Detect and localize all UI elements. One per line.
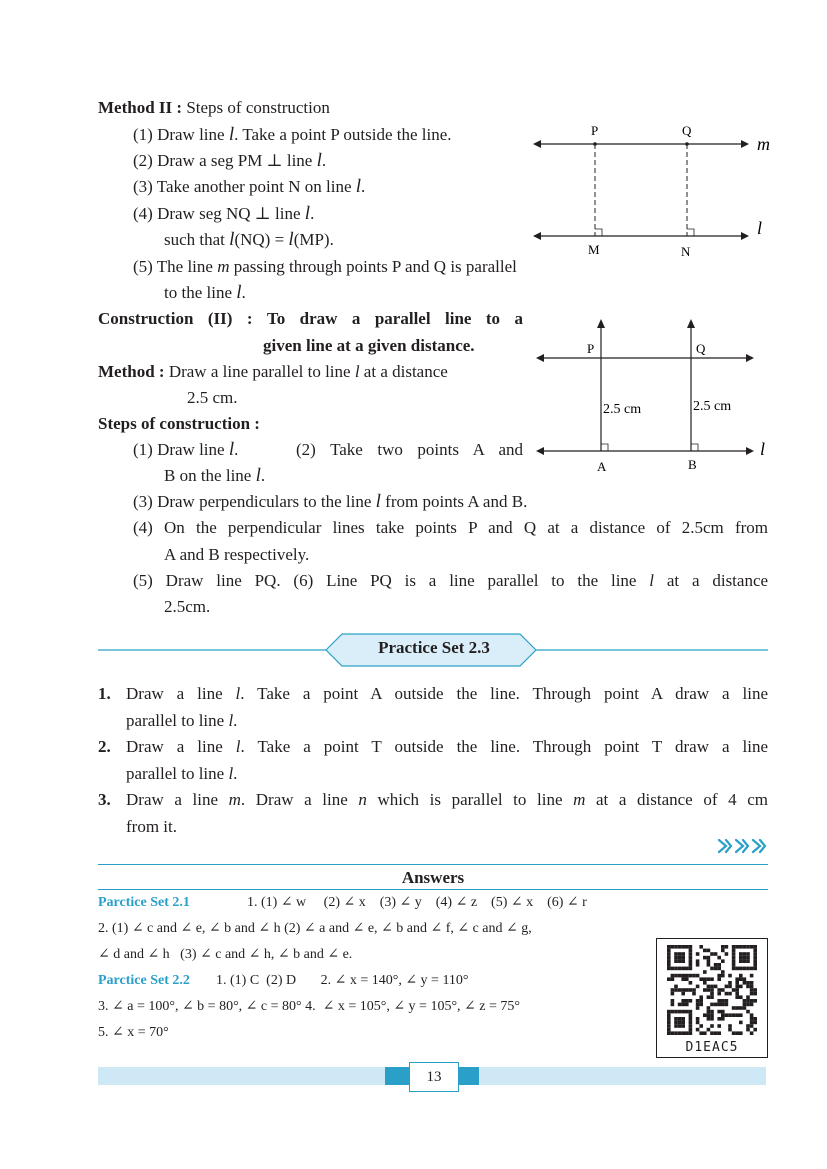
right-angle-mark xyxy=(595,229,602,236)
construction2-step1: (1) Draw line l. xyxy=(133,439,239,460)
arrow-right-icon xyxy=(746,447,754,455)
distance-label-B: 2.5 cm xyxy=(693,399,732,414)
method2-step4-continued: such that l(NQ) = l(MP). xyxy=(164,229,334,250)
ornament-icon xyxy=(716,836,768,856)
label-Q: Q xyxy=(696,341,706,356)
method2-heading xyxy=(98,98,330,118)
construction2-heading: Construction (II) : To draw a parallel line to a xyxy=(98,309,523,328)
answers-bottom-rule xyxy=(98,889,768,890)
label-A: A xyxy=(597,459,607,474)
construction2-step6-continued: 2.5cm. xyxy=(164,597,211,616)
arrow-right-icon xyxy=(741,140,749,148)
method2-step5-continued: to the line l. xyxy=(164,282,246,303)
method2-step-4: (4) Draw seg NQ ⊥ line l. xyxy=(133,203,315,224)
label-M: M xyxy=(588,242,600,257)
answers-top-rule xyxy=(98,864,768,865)
method2-step5: (5) The line m passing through points P and Q is parallel xyxy=(133,257,517,276)
construction2-step2-continued: B on the line l. xyxy=(164,465,266,486)
method2-step-2: (2) Draw a seg PM ⊥ line l. xyxy=(133,150,327,171)
page-number: 13 xyxy=(409,1062,459,1092)
answers-set22-label: Parctice Set 2.2 xyxy=(98,973,190,988)
practice-item-text-continued: parallel to line l. xyxy=(126,764,238,783)
label-N: N xyxy=(681,244,691,259)
construction2-step4-continued: A and B respectively. xyxy=(164,545,310,564)
label-B: B xyxy=(688,457,697,472)
answers-set22-line2: 3. ∠ a = 100°, ∠ b = 80°, ∠ c = 80° 4. ∠ x = 105°, ∠ y = 105°, ∠ z = 75° xyxy=(98,999,520,1014)
arrow-up-icon xyxy=(597,319,605,328)
qr-code[interactable] xyxy=(656,938,768,1058)
answers-title: Answers xyxy=(401,868,465,887)
arrow-left-icon xyxy=(533,232,541,240)
method2-step-3: (3) Take another point N on line l. xyxy=(133,176,366,197)
arrow-up-icon xyxy=(687,319,695,328)
method2-heading-label: Method II : xyxy=(98,98,183,117)
distance-label-A: 2.5 cm xyxy=(603,402,642,417)
answers-set22-line3: 5. ∠ x = 70° xyxy=(98,1025,169,1040)
right-angle-mark xyxy=(601,444,608,451)
right-angle-mark xyxy=(687,229,694,236)
parallel-lines-figure-1 xyxy=(525,118,785,268)
arrow-left-icon xyxy=(533,140,541,148)
practice-set-title: Practice Set 2.3 xyxy=(378,638,490,657)
answers-set21-line3: ∠ d and ∠ h (3) ∠ c and ∠ h, ∠ b and ∠ e. xyxy=(98,947,353,962)
practice-item-number: 1. xyxy=(98,684,111,703)
answers-set21-line1: 1. (1) ∠ w (2) ∠ x (3) ∠ y (4) ∠ z (5) ∠ x (6) ∠ r xyxy=(247,895,587,910)
qr-code-label: D1EAC5 xyxy=(685,1040,739,1055)
qr-code-icon xyxy=(657,939,767,1035)
construction2-step2: (2) Take two points A and xyxy=(296,440,523,459)
practice-item-text-continued: parallel to line l. xyxy=(126,711,238,730)
method2-step-1: (1) Draw line l. Take a point P outside the line. xyxy=(133,124,452,145)
construction2-step4: (4) On the perpendicular lines take points P and Q at a distance of 2.5cm from xyxy=(133,518,768,537)
label-P: P xyxy=(587,341,595,356)
construction2-method: Method : Draw a line parallel to line l at a distance xyxy=(98,362,448,381)
practice-item-text: Draw a line m. Draw a line n which is parallel to line m at a distance of 4 cm xyxy=(126,790,768,809)
steps-heading: Steps of construction : xyxy=(98,414,260,433)
construction2-heading-line2: given line at a given distance. xyxy=(263,336,475,355)
construction2-step3: (3) Draw perpendiculars to the line l from points A and B. xyxy=(133,491,528,512)
answers-set21-line2: 2. (1) ∠ c and ∠ e, ∠ b and ∠ h (2) ∠ a and ∠ e, ∠ b and ∠ f, ∠ c and ∠ g, xyxy=(98,921,532,936)
practice-item-number: 2. xyxy=(98,737,111,756)
practice-item-text-continued: from it. xyxy=(126,817,177,836)
practice-item-number: 3. xyxy=(98,790,111,809)
label-P: P xyxy=(591,123,599,138)
construction2-method-line2: 2.5 cm. xyxy=(187,388,238,407)
arrow-left-icon xyxy=(536,447,544,455)
label-Q: Q xyxy=(682,123,692,138)
label-l: l xyxy=(760,439,766,459)
method2-heading-text: Steps of construction xyxy=(182,98,330,117)
answers-set22-line1: 1. (1) C (2) D 2. ∠ x = 140°, ∠ y = 110° xyxy=(216,973,469,988)
practice-item-text: Draw a line l. Take a point T outside the line. Through point T draw a line xyxy=(126,737,768,756)
label-m: m xyxy=(757,134,770,154)
arrow-left-icon xyxy=(536,354,544,362)
answers-set21-label: Parctice Set 2.1 xyxy=(98,895,190,910)
practice-item-text: Draw a line l. Take a point A outside the line. Through point A draw a line xyxy=(126,684,768,703)
label-l: l xyxy=(757,218,763,238)
arrow-right-icon xyxy=(741,232,749,240)
right-angle-mark xyxy=(691,444,698,451)
arrow-right-icon xyxy=(746,354,754,362)
parallel-lines-figure-2 xyxy=(530,315,780,480)
construction2-step5-6: (5) Draw line PQ. (6) Line PQ is a line parallel to the line l at a distance xyxy=(133,571,769,590)
